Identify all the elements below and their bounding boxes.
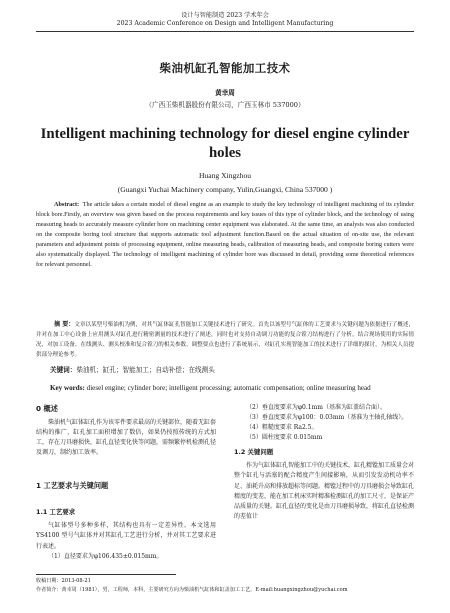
keywords-cn-text: 柴油机；缸孔；智能加工；自动补偿；在线测头 — [76, 366, 215, 374]
abstract-cn-text: 文章以某型号柴油机为例，对其气缸体缸孔智能加工关键技术进行了研究。首先以该型号气缸体的工艺要求与关键问题为依据进行了概述，并对在加工中心设备上应用测头对缸孔进行精密测量的技术进行了阐述，同时也对支持自动调刀功能的复合镗刀结构进行了分析。结合现场使用的实际情况，对加工设备、在线测头、测头校准和复合镗刀的相关参数、调整要点也进行了系统展示，对缸孔实现智能加工的技术进行了详细的探讨，为相关人员提供部分理论参考。 — [36, 322, 414, 358]
keywords-cn-label: 关键词： — [50, 366, 77, 374]
keywords-en-text: diesel engine; cylinder bore; intelligent processing; automatic compensation; online measuring head — [86, 384, 371, 392]
title-cn: 柴油机缸孔智能加工技术 — [159, 61, 291, 75]
author-cn: 黄幸周 — [215, 89, 235, 97]
header-rule — [36, 31, 414, 32]
requirement-5: （5）圆柱度要求 0.015mm — [246, 434, 323, 442]
body-column-right — [234, 403, 414, 522]
requirement-4: （4）粗糙度要求 Ra2.5。 — [246, 424, 318, 432]
footnote-rule — [36, 574, 176, 575]
footnote-received: 收稿日期：2013-08-21 — [36, 578, 91, 584]
requirement-2: （2）垂直度要求为φ0.1mm（基准为缸盖结合面）。 — [246, 404, 386, 411]
running-header-cn: 设计与智能制造 2023 学术年会 — [181, 12, 269, 19]
abstract-cn-label: 摘 要： — [54, 321, 75, 328]
requirement-3: （3）垂直度要求为φ100：0.03mm（基准为主轴孔轴线）。 — [246, 414, 408, 422]
keywords-en — [36, 383, 414, 393]
requirement-1: （1）直径要求为φ106.435±0.015mm。 — [48, 552, 163, 560]
footnote-author: 作者简介：黄幸周（1981），男，工程师，本科，主要研究方向为柴油机气缸体和缸盖加工工艺，E-mail:huangxingzhou@yuchai.com — [36, 587, 348, 593]
section-0-heading: 0 概述 — [36, 404, 58, 413]
running-header — [0, 12, 450, 28]
section-1-2-paragraph: 作为气缸体缸孔智能加工中的关键技术，缸孔精镗加工质量会对整个缸孔与活塞的配合精度产生间接影响，从而引发发动机功率不足、油耗升高和排放超标等问题。精镗过程中的刀具磨损会导致缸孔精度的变差，能在加工机床实时精准检测缸孔的加工尺寸，是保证产品质量的关键。缸孔直径的变化是由刀具磨损导致，将缸孔直径检测的差值计 — [234, 462, 415, 520]
abstract-en — [36, 200, 414, 270]
keywords-en-label: Key words: — [50, 384, 85, 392]
body-column-left — [36, 403, 216, 562]
running-header-en: 2023 Academic Conference on Design and Intelligent Manufacturing — [116, 20, 334, 28]
section-1-1-heading: 1.1 工艺要求 — [36, 508, 76, 517]
section-1-heading: 1 工艺要求与关键问题 — [36, 481, 109, 491]
section-1-2-heading: 1.2 关键问题 — [234, 448, 274, 457]
affiliation-cn: （广西玉柴机器股份有限公司，广西玉林市 537000） — [145, 101, 305, 109]
affiliation-en: (Guangxi Yuchai Machinery company, Yulin,Guangxi, China 537000 ) — [117, 185, 333, 194]
keywords-cn — [36, 366, 414, 375]
section-0-paragraph: 柴油机气缸体缸孔作为该零件要求最高的关键部位，随着无缸套结构的推广，缸孔加工面积增加了数倍，如果仍按照传统的方式加工，存在刀具磨损快，缸孔直径变化快等问题，需频繁停机检测孔径及调刀，制约加工效率。 — [36, 419, 217, 457]
abstract-en-label: Abstract: — [54, 201, 80, 208]
section-1-1-paragraph: 气缸体型号多种多样，其结构也具有一定差异性。本文选用 YS4100 型号气缸体并对其缸孔工艺进行分析，并对其工艺要求进行表述。 — [36, 522, 216, 550]
title-en: Intelligent machining technology for diesel engine cylinder holes — [40, 126, 410, 161]
abstract-en-text: The article takes a certain model of diesel engine as an example to study the key technology of intelligent machining of its cylinder block bore.Firstly, an overview was given based on the process requirements and key issues of this type of cylinder block, and the technology of using measuring heads to accurately measure cylinder bore on machining center equipment was elaborated. At the same time, an analysis was also conducted on the composite boring tool structure that supports automatic tool adjustment function.Based on the actual situation of on-site use, the relevant parameters and adjustment points of processing equipment, online measuring heads, calibration of measuring heads, and composite boring cutters were also systematically displayed. The technology of intelligent machining of cylinder bore was discussed in detail, providing some theoretical references for relevant personnel. — [36, 201, 414, 269]
abstract-cn — [36, 320, 414, 360]
author-en: Huang Xingzhou — [198, 171, 252, 180]
